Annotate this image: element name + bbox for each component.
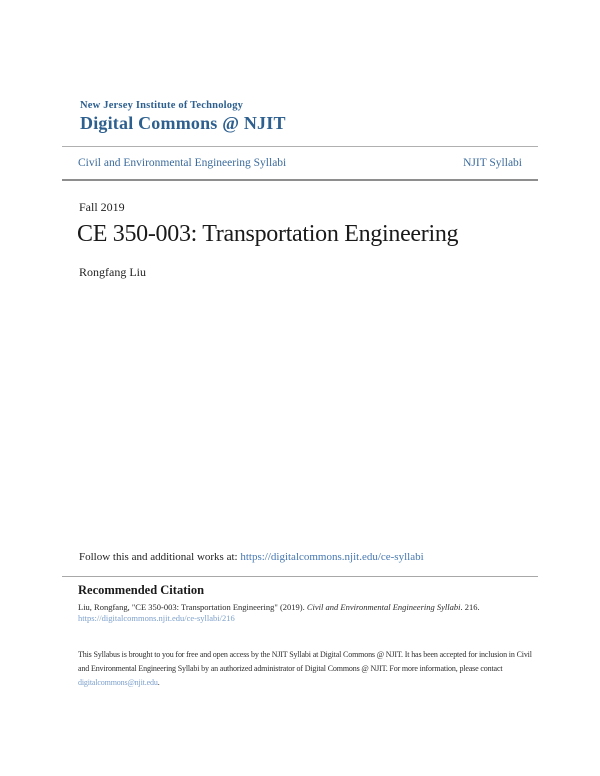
citation-text: [78, 601, 518, 613]
header-divider: [62, 146, 538, 147]
footer-note: [78, 648, 536, 690]
citation-authors-title: Liu, Rongfang, "CE 350-003: Transportation Engineering" (2019).: [78, 602, 307, 612]
follow-works-link[interactable]: https://digitalcommons.njit.edu/ce-syllabi: [240, 551, 424, 563]
footer-text: This Syllabus is brought to you for free and open access by the NJIT Syllabi at Digital Commons @ NJIT. It has been accepted for inclusion in Civil and Environmental Engineering Syllabi by an authorized administrator of Digital Commons @ NJIT. For more information, please contact: [78, 650, 532, 673]
author-name: Rongfang Liu: [79, 265, 146, 279]
footer-period: .: [157, 678, 160, 687]
document-title: CE 350-003: Transportation Engineering: [77, 221, 459, 247]
footer-email-link[interactable]: digitalcommons@njit.edu: [78, 678, 158, 687]
citation-divider: [62, 576, 538, 577]
citation-journal: Civil and Environmental Engineering Syllabi: [306, 602, 461, 612]
series-bar-divider: [62, 179, 538, 181]
term-label: Fall 2019: [79, 200, 125, 214]
collection-name: NJIT Syllabi: [463, 157, 522, 169]
site-title: Digital Commons @ NJIT: [80, 113, 286, 133]
citation-number: . 216.: [460, 602, 480, 612]
recommended-citation-heading: Recommended Citation: [78, 583, 205, 597]
institution-name: New Jersey Institute of Technology: [80, 100, 244, 111]
follow-works-line: [79, 551, 424, 563]
masthead: [80, 100, 286, 134]
series-name: Civil and Environmental Engineering Syllabi: [78, 157, 287, 169]
citation-link[interactable]: https://digitalcommons.njit.edu/ce-syllabi/216: [78, 613, 235, 623]
follow-works-text: Follow this and additional works at:: [79, 551, 241, 563]
series-bar: [78, 157, 522, 169]
